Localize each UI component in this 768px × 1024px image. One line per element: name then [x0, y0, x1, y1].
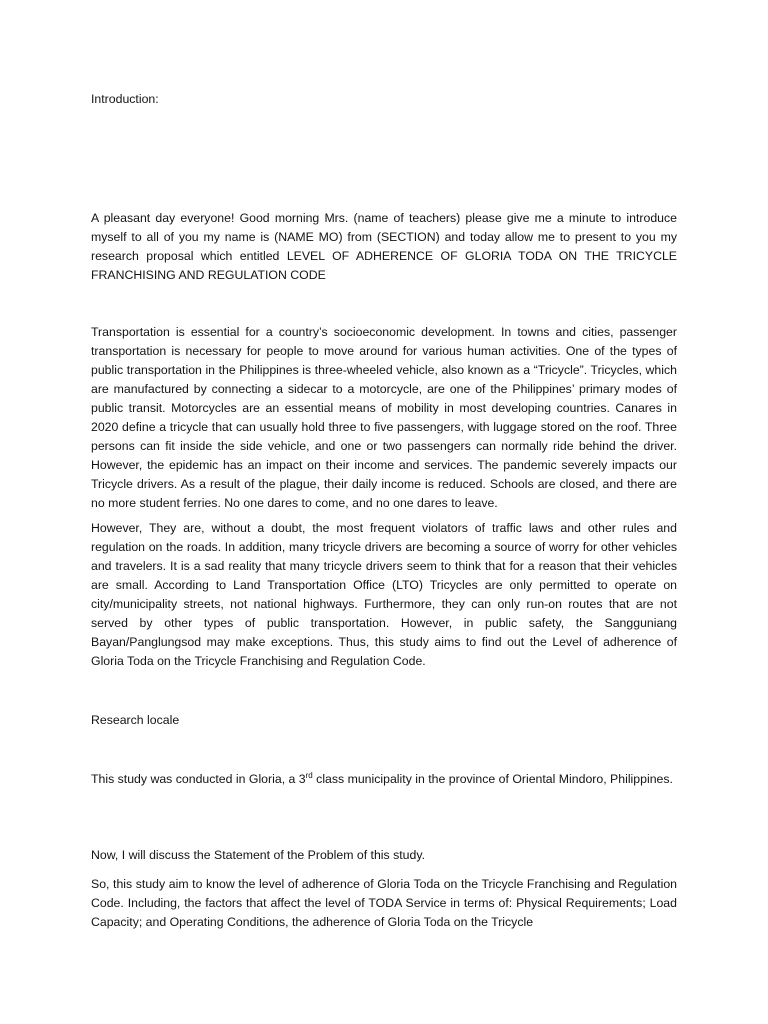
transportation-paragraph: Transportation is essential for a country’s socioeconomic development. In towns and cities, passenger transportation is necessary for people to move around for various human activities. One of the types of public transportation in the Philippines is three-wheeled vehicle, also known as a “Tricycle”. Tricycles, which are manufactured by connecting a sidecar to a motorcycle, are one of the Philippines’ primary modes of public transit. Motorcycles are an essential means of mobility in most developing countries. Canares in 2020 define a tricycle that can usually hold three to five passengers, with luggage stored on the roof. Three persons can fit inside the side vehicle, and one or two passengers can normally ride behind the driver. However, the epidemic has an impact on their income and services. The pandemic severely impacts our Tricycle drivers. As a result of the plague, their daily income is reduced. Schools are closed, and there are no more student ferries. No one dares to come, and no one dares to leave. — [91, 325, 677, 510]
aim-paragraph: So, this study aim to know the level of adherence of Gloria Toda on the Tricycle Franchising and Regulation Code. Including, the factors that affect the level of TODA Service in terms of: Physical Requirements; Load Capacity; and Operating Conditions, the adherence of Gloria Toda on the Tricycle — [91, 877, 677, 929]
introduction-heading: Introduction: — [91, 92, 159, 106]
research-locale-heading: Research locale — [91, 713, 180, 727]
greeting-paragraph: A pleasant day everyone! Good morning Mrs. (name of teachers) please give me a minute to introduce myself to all of you my name is (NAME MO) from (SECTION) and today allow me to present to you my research proposal which entitled LEVEL OF ADHERENCE OF GLORIA TODA ON THE TRICYCLE FRANCHISING AND REGULATION CODE — [91, 211, 677, 282]
locale-superscript: rd — [305, 771, 313, 780]
locale-paragraph — [91, 770, 677, 789]
locale-text-after: class municipality in the province of Oriental Mindoro, Philippines. — [312, 772, 673, 786]
statement-intro-paragraph: Now, I will discuss the Statement of the Problem of this study. — [91, 848, 425, 862]
locale-text-before: This study was conducted in Gloria, a 3 — [91, 772, 306, 786]
violators-paragraph: However, They are, without a doubt, the most frequent violators of traffic laws and other rules and regulation on the roads. In addition, many tricycle drivers are becoming a source of worry for other vehicles and travelers. It is a sad reality that many tricycle drivers seem to think that for a reason that their vehicles are small. According to Land Transportation Office (LTO) Tricycles are only permitted to operate on city/municipality streets, not national highways. Furthermore, they can only run-on routes that are not served by other types of public transportation. However, in public safety, the Sangguniang Bayan/Panglungsod may make exceptions. Thus, this study aims to find out the Level of adherence of Gloria Toda on the Tricycle Franchising and Regulation Code. — [91, 521, 677, 668]
